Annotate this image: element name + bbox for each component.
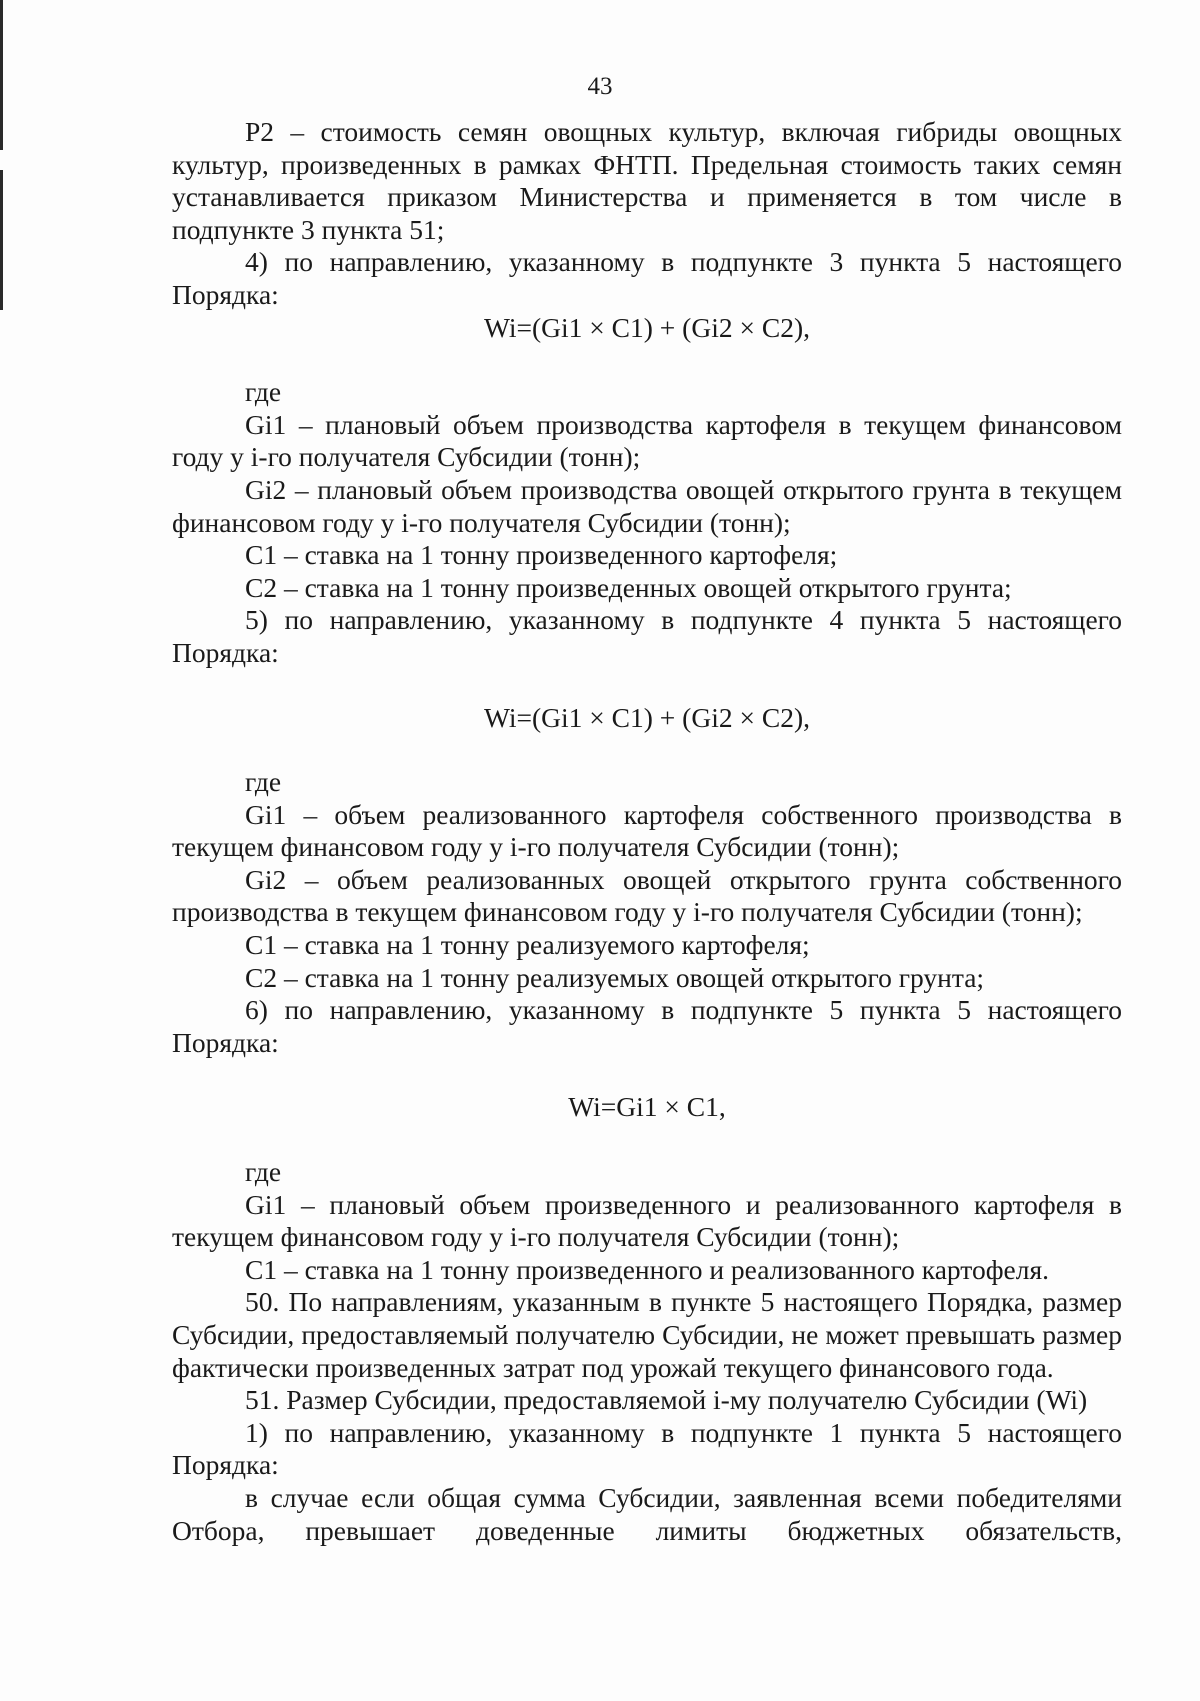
definition-c1: C1 – ставка на 1 тонну произведенного и реализованного картофеля. — [245, 1253, 1049, 1285]
where-label: где — [245, 1156, 282, 1188]
paragraph-point-50: 50. По направлениям, указанным в пункте 5 настоящего Порядка, размер Субсидии, предоставляемый получателю Субсидии, не может превышать размер фактически произведенных затрат под урожай текущего финансового года. — [172, 1286, 1122, 1383]
scan-edge-mark-lower — [0, 170, 3, 310]
paragraph-item-5: 5) по направлению, указанному в подпункте 4 пункта 5 настоящего Порядка: — [172, 604, 1122, 668]
formula-item-4: Wi=(Gi1 × C1) + (Gi2 × C2), — [484, 311, 810, 343]
paragraph-item-4: 4) по направлению, указанному в подпункте 3 пункта 5 настоящего Порядка: — [172, 246, 1122, 310]
document-body — [172, 116, 1122, 1547]
page-number: 43 — [587, 73, 613, 100]
spacer — [172, 1124, 1122, 1156]
spacer — [172, 344, 1122, 376]
spacer — [172, 734, 1122, 766]
paragraph-p2-definition: P2 – стоимость семян овощных культур, включая гибриды овощных культур, произведенных в рамках ФНТП. Предельная стоимость таких семян устанавливается приказом Министерства и применяется в том числе в подпункте 3 пункта 51; — [172, 116, 1122, 245]
paragraph-condition: в случае если общая сумма Субсидии, заявленная всеми победителями Отбора, превышает доведенные лимиты бюджетных обязательств, — [172, 1481, 1122, 1546]
formula-item-6: Wi=Gi1 × C1, — [568, 1091, 726, 1123]
where-label: где — [245, 376, 282, 408]
formula-item-5: Wi=(Gi1 × C1) + (Gi2 × C2), — [484, 701, 810, 733]
definition-gi2: Gi2 – объем реализованных овощей открытого грунта собственного производства в текущем финансовом году у i-го получателя Субсидии (тонн); — [172, 863, 1122, 928]
definition-gi1: Gi1 – объем реализованного картофеля собственного производства в текущем финансовом году у i-го получателя Субсидии (тонн); — [172, 798, 1122, 863]
paragraph-point-51: 51. Размер Субсидии, предоставляемой i-му получателю Субсидии (Wi) — [245, 1384, 1088, 1416]
definition-c1: C1 – ставка на 1 тонну произведенного картофеля; — [245, 539, 838, 571]
definition-gi1: Gi1 – плановый объем производства картофеля в текущем финансовом году у i-го получателя Субсидии (тонн); — [172, 408, 1122, 473]
where-label: где — [245, 766, 282, 798]
definition-c2: C2 – ставка на 1 тонну произведенных овощей открытого грунта; — [245, 571, 1012, 603]
definition-gi2: Gi2 – плановый объем производства овощей открытого грунта в текущем финансовом году у i-го получателя Субсидии (тонн); — [172, 473, 1122, 538]
definition-gi1: Gi1 – плановый объем произведенного и реализованного картофеля в текущем финансовом году у i-го получателя Субсидии (тонн); — [172, 1188, 1122, 1253]
definition-c2: C2 – ставка на 1 тонну реализуемых овощей открытого грунта; — [245, 961, 985, 993]
paragraph-point-51-item-1: 1) по направлению, указанному в подпункте 1 пункта 5 настоящего Порядка: — [172, 1416, 1122, 1481]
paragraph-item-6: 6) по направлению, указанному в подпункте 5 пункта 5 настоящего Порядка: — [172, 994, 1122, 1058]
definition-c1: C1 – ставка на 1 тонну реализуемого картофеля; — [245, 929, 810, 961]
